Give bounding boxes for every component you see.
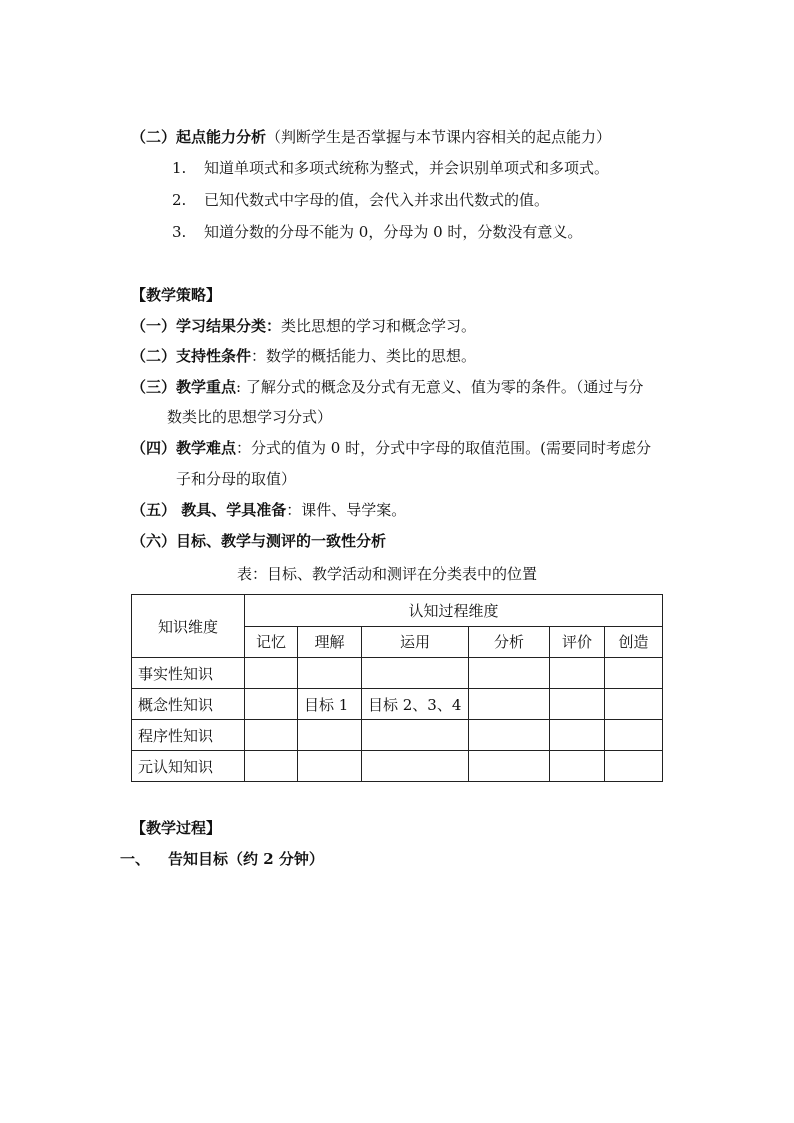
table-cell [550, 658, 605, 689]
table-cell [245, 658, 298, 689]
list-item: 2. 已知代数式中字母的值，会代入并求出代数式的值。 [172, 191, 550, 209]
table-cell [362, 751, 469, 782]
strategy-item: （三）教学重点: 了解分式的概念及分式有无意义、值为零的条件。（通过与分 [131, 378, 644, 396]
table-cell [469, 720, 550, 751]
section-note: （判断学生是否掌握与本节课内容相关的起点能力） [266, 128, 612, 146]
table-cell [245, 720, 298, 751]
table-cell [469, 658, 550, 689]
corner-header: 知识维度 [132, 595, 245, 658]
table-cell [605, 751, 663, 782]
strategy-item: （一）学习结果分类：类比思想的学习和概念学习。 [131, 317, 477, 335]
section-title: 起点能力分析 [176, 128, 267, 146]
table-cell [362, 658, 469, 689]
table-cell [245, 689, 298, 720]
classification-table [131, 594, 663, 782]
table-row [132, 689, 663, 720]
row-label: 概念性知识 [132, 689, 245, 720]
column-header: 理解 [298, 626, 362, 658]
table-cell [469, 751, 550, 782]
table-cell [605, 689, 663, 720]
table-cell [298, 658, 362, 689]
table-cell [550, 720, 605, 751]
strategy-title: 【教学策略】 [131, 286, 222, 304]
column-header: 评价 [550, 626, 605, 658]
table-cell: 目标 1 [298, 689, 362, 720]
row-label: 事实性知识 [132, 658, 245, 689]
column-header: 创造 [605, 626, 663, 658]
table-header-row [132, 595, 663, 627]
table-cell [298, 751, 362, 782]
strategy-item-continuation: 数类比的思想学习分式） [167, 408, 333, 426]
strategy-item: （五） 教具、学具准备：课件、导学案。 [131, 501, 407, 519]
row-label: 元认知知识 [132, 751, 245, 782]
table-caption: 表：目标、教学活动和测评在分类表中的位置 [237, 565, 538, 583]
table-row [132, 720, 663, 751]
table-cell [245, 751, 298, 782]
list-item: 1. 知道单项式和多项式统称为整式，并会识别单项式和多项式。 [172, 159, 610, 177]
strategy-item: （四）教学难点：分式的值为 0 时，分式中字母的取值范围。(需要同时考虑分 [131, 439, 651, 457]
table-cell [469, 689, 550, 720]
table-cell [298, 720, 362, 751]
table-row [132, 751, 663, 782]
table-cell [550, 689, 605, 720]
list-item: 3. 知道分数的分母不能为 0，分母为 0 时，分数没有意义。 [172, 223, 583, 241]
process-step: 一、 告知目标（约 2 分钟） [120, 850, 324, 868]
table-cell [550, 751, 605, 782]
strategy-item-continuation: 子和分母的取值） [176, 470, 297, 488]
group-header: 认知过程维度 [245, 595, 663, 627]
strategy-item: （二）支持性条件：数学的概括能力、类比的思想。 [131, 347, 477, 365]
column-header: 运用 [362, 626, 469, 658]
table-row [132, 658, 663, 689]
process-title: 【教学过程】 [131, 819, 222, 837]
strategy-item: （六）目标、教学与测评的一致性分析 [131, 532, 387, 550]
column-header: 分析 [469, 626, 550, 658]
table-cell [605, 658, 663, 689]
table-cell [362, 720, 469, 751]
table-cell [605, 720, 663, 751]
section-heading: （二）起点能力分析（判断学生是否掌握与本节课内容相关的起点能力） [131, 128, 612, 146]
column-header: 记忆 [245, 626, 298, 658]
row-label: 程序性知识 [132, 720, 245, 751]
table-cell: 目标 2、3、4 [362, 689, 469, 720]
